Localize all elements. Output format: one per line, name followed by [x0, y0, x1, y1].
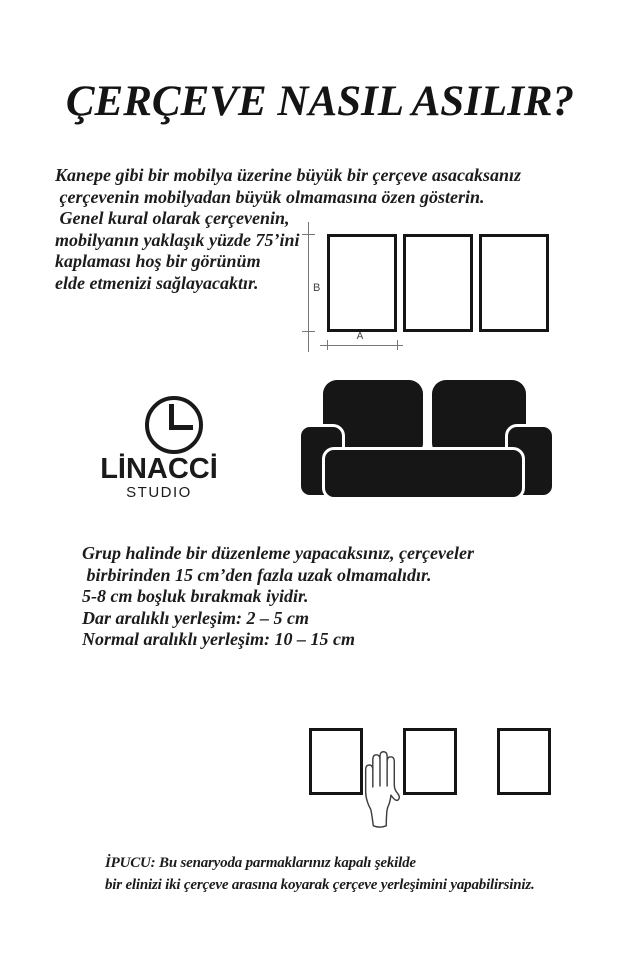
clock-hand-horizontal [169, 425, 193, 430]
intro-line: mobilyanın yaklaşık yüzde 75’ini [55, 229, 300, 250]
height-dimension-line [308, 222, 309, 352]
picture-frame [403, 234, 473, 332]
tip-line: bir elinizi iki çerçeve arasına koyarak çerçeve yerleşimini yapabilirsiniz. [105, 877, 535, 893]
tip-line: İPUCU: Bu senaryoda parmaklarınız kapalı şekilde [105, 855, 416, 871]
picture-frame [497, 728, 551, 795]
hand-icon [358, 746, 404, 828]
hand-spacing-diagram [305, 724, 557, 834]
width-dimension-line [320, 345, 403, 346]
spacing-line: birbirinden 15 cm’den fazla uzak olmamalıdır. [82, 564, 432, 585]
spacing-line: Grup halinde bir düzenleme yapacaksınız, çerçeveler [82, 543, 474, 563]
spacing-paragraph [82, 543, 474, 651]
picture-frame [327, 234, 397, 332]
height-dimension-tick-top [302, 234, 315, 235]
spacing-line: 5-8 cm boşluk bırakmak iyidir. [82, 586, 309, 606]
brand-subtitle: STUDIO [126, 484, 192, 501]
intro-line: Genel kural olarak çerçevenin, [55, 208, 290, 228]
height-dimension-tick-bottom [302, 331, 315, 332]
intro-line: kaplaması hoş bir görünüm [55, 251, 261, 271]
page-title: ÇERÇEVE NASIL ASILIR? [65, 78, 575, 125]
sofa-seat-cushion [322, 447, 525, 500]
height-dimension-label: B [313, 282, 321, 294]
spacing-line: Normal aralıklı yerleşim: 10 – 15 cm [82, 629, 355, 649]
intro-line: Kanepe gibi bir mobilya üzerine büyük bir çerçeve asacaksanız [55, 165, 521, 185]
picture-frame [309, 728, 363, 795]
sofa-illustration [296, 378, 558, 502]
tip-paragraph [105, 852, 535, 896]
brand-name: LİNACCİ [100, 453, 218, 485]
intro-line: çerçevenin mobilyadan büyük olmamasına özen gösterin. [55, 186, 485, 207]
picture-frame [479, 234, 549, 332]
intro-line: elde etmenizi sağlayacaktır. [55, 272, 259, 293]
spacing-line: Dar aralıklı yerleşim: 2 – 5 cm [82, 607, 309, 628]
brand-logo [100, 394, 240, 509]
width-dimension-label: A [356, 331, 364, 342]
size-diagram [305, 220, 557, 358]
picture-frame [403, 728, 457, 795]
